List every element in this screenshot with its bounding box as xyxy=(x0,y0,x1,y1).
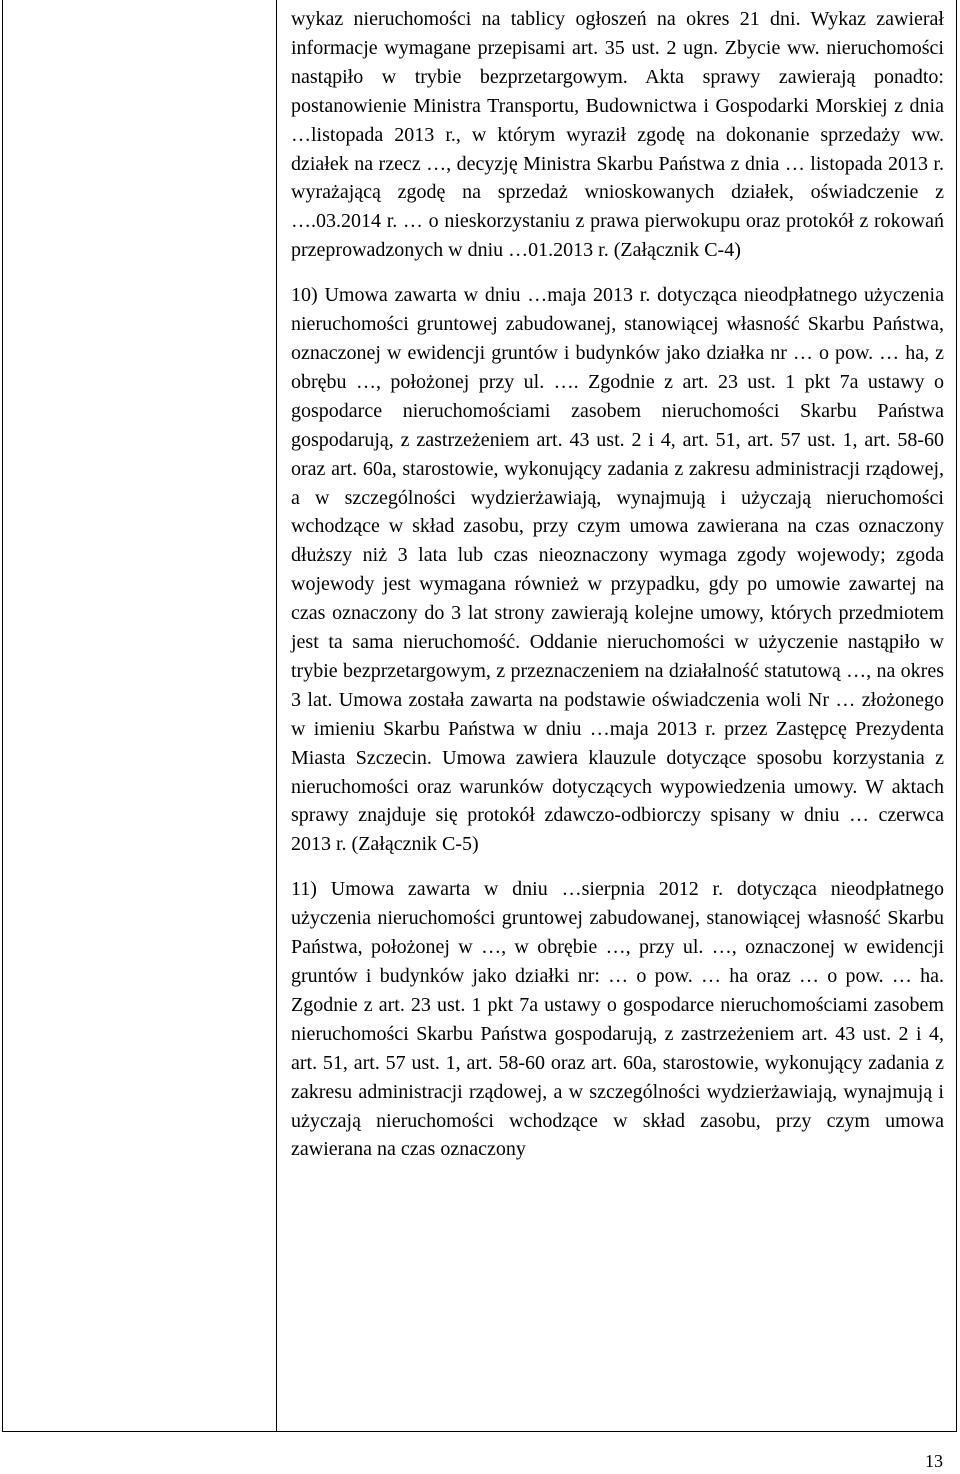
table-column-divider xyxy=(276,0,277,1432)
table-content-cell xyxy=(291,5,944,1164)
paragraph-continuation: wykaz nieruchomości na tablicy ogłoszeń na okres 21 dni. Wykaz zawierał informacje wymagane przepisami art. 35 ust. 2 ugn. Zbycie ww. nieruchomości nastąpiło w trybie bezprzetargowym. Akta sprawy zawierają ponadto: postanowienie Ministra Transportu, Budownictwa i Gospodarki Morskiej z dnia …listopada 2013 r., w którym wyraził zgodę na dokonanie sprzedaży ww. działek na rzecz …, decyzję Ministra Skarbu Państwa z dnia … listopada 2013 r. wyrażającą zgodę na sprzedaż wnioskowanych działek, oświadczenie z ….03.2014 r. … o nieskorzystaniu z prawa pierwokupu oraz protokół z rokowań przeprowadzonych w dniu …01.2013 r. (Załącznik C-4) xyxy=(291,8,944,262)
page-number: 13 xyxy=(925,1451,943,1471)
paragraph-item-11: 11) Umowa zawarta w dniu …sierpnia 2012 r. dotycząca nieodpłatnego użyczenia nieruchomości gruntowej zabudowanej, stanowiącej własność Skarbu Państwa, położonej w …, w obrębie …, przy ul. …, oznaczonej w ewidencji gruntów i budynków jako działki nr: … o pow. … ha oraz … o pow. … ha. Zgodnie z art. 23 ust. 1 pkt 7a ustawy o gospodarce nieruchomościami zasobem nieruchomości Skarbu Państwa gospodarują, z zastrzeżeniem art. 43 ust. 2 i 4, art. 51, art. 57 ust. 1, art. 58-60 oraz art. 60a, starostowie, wykonujący zadania z zakresu administracji rządowej, a w szczególności wydzierżawiają, wynajmują i użyczają nieruchomości wchodzące w skład zasobu, przy czym umowa zawierana na czas oznaczony xyxy=(291,878,944,1161)
paragraph-item-10: 10) Umowa zawarta w dniu …maja 2013 r. dotycząca nieodpłatnego użyczenia nieruchomości gruntowej zabudowanej, stanowiącej własność Skarbu Państwa, oznaczonej w ewidencji gruntów i budynków jako działka nr … o pow. … ha, z obrębu …, położonej przy ul. …. Zgodnie z art. 23 ust. 1 pkt 7a ustawy o gospodarce nieruchomościami zasobem nieruchomości Skarbu Państwa gospodarują, z zastrzeżeniem art. 43 ust. 2 i 4, art. 51, art. 57 ust. 1, art. 58-60 oraz art. 60a, starostowie, wykonujący zadania z zakresu administracji rządowej, a w szczególności wydzierżawiają, wynajmują i użyczają nieruchomości wchodzące w skład zasobu, przy czym umowa zawierana na czas oznaczony dłuższy niż 3 lata lub czas nieoznaczony wymaga zgody wojewody; zgoda wojewody jest wymagana również w przypadku, gdy po umowie zawartej na czas oznaczony do 3 lat strony zawierają kolejne umowy, których przedmiotem jest ta sama nieruchomość. Oddanie nieruchomości w użyczenie nastąpiło w trybie bezprzetargowym, z przeznaczeniem na działalność statutową …, na okres 3 lat. Umowa została zawarta na podstawie oświadczenia woli Nr … złożonego w imieniu Skarbu Państwa w dniu …maja 2013 r. przez Zastępcę Prezydenta Miasta Szczecin. Umowa zawiera klauzule dotyczące sposobu korzystania z nieruchomości oraz warunków dotyczących wypowiedzenia umowy. W aktach sprawy znajduje się protokół zdawczo-odbiorczy spisany w dniu … czerwca 2013 r. (Załącznik C-5) xyxy=(291,284,944,856)
